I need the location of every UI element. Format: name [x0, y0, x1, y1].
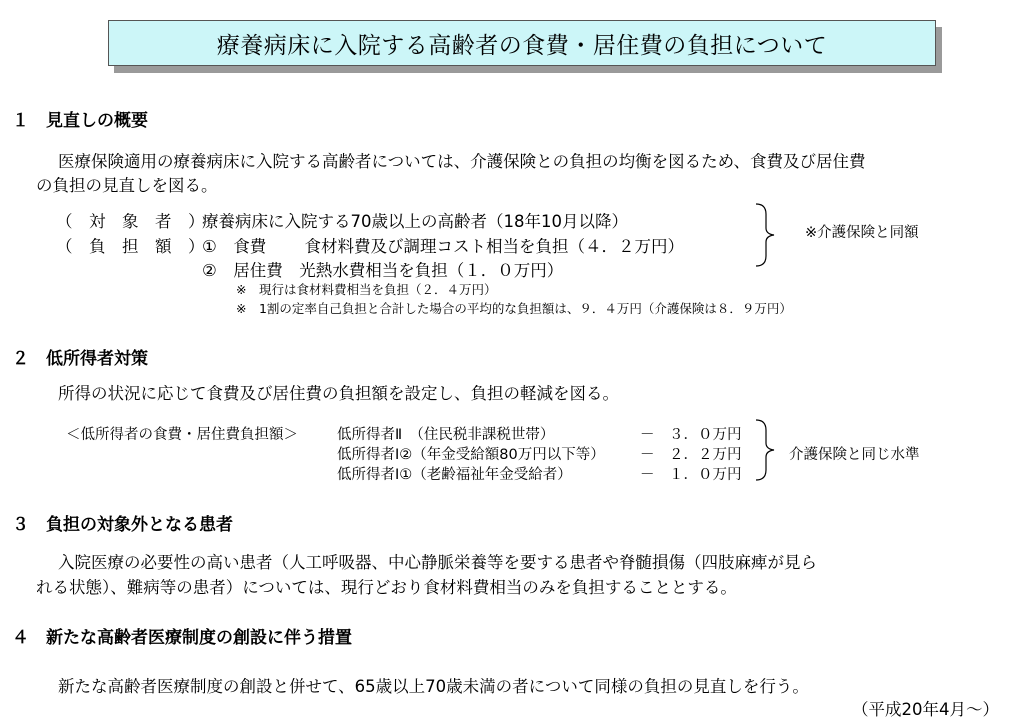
amount-item-food: ① 食費 食材料費及び調理コスト相当を負担（４．２万円） — [202, 237, 685, 256]
section-1-para-line1: 医療保険適用の療養病床に入院する高齢者については、介護保険との負担の均衡を図るため、食費及び居住費 — [58, 152, 866, 171]
page-title: 療養病床に入院する高齢者の食費・居住費の負担について — [108, 20, 936, 66]
note-average: ※ 1割の定率自己負担と合計した場合の平均的な負担額は、９．４万円（介護保険は８．９万円） — [236, 301, 792, 316]
section-4-para: 新たな高齢者医療制度の創設と併せて、65歳以上70歳未満の者について同様の負担の見直しを行う。 — [58, 677, 809, 696]
brace-note-same-level: 介護保険と同じ水準 — [789, 447, 920, 463]
section-3-heading: ３ 負担の対象外となる患者 — [12, 515, 233, 535]
section-1-heading: １ 見直しの概要 — [12, 111, 148, 131]
section-4-heading: ４ 新たな高齢者医療制度の創設に伴う措置 — [12, 628, 352, 648]
target-text: 療養病床に入院する70歳以上の高齢者（18年10月以降） — [202, 212, 628, 231]
section-3-para-line2: れる状態）、難病等の患者）については、現行どおり食材料費相当のみを負担することとする。 — [36, 578, 737, 597]
target-label: （ 対 象 者 ） — [56, 212, 205, 231]
low-income-row-amount: － ３．０万円 — [640, 427, 742, 443]
section-3-para-line1: 入院医療の必要性の高い患者（人工呼吸器、中心静脈栄養等を要する患者や脊髄損傷（四肢麻痺が見ら — [58, 553, 817, 572]
brace-note-same: ※介護保険と同額 — [805, 225, 919, 241]
amount-label: （ 負 担 額 ） — [56, 237, 205, 256]
section-2-heading: ２ 低所得者対策 — [12, 349, 148, 369]
right-brace-icon — [752, 416, 782, 484]
low-income-row-amount: － １．０万円 — [640, 467, 742, 483]
section-2-para: 所得の状況に応じて食費及び居住費の負担額を設定し、負担の軽減を図る。 — [58, 384, 619, 403]
section-1-para-line2: の負担の見直しを図る。 — [36, 176, 218, 195]
note-current: ※ 現行は食材料費相当を負担（２．４万円） — [236, 282, 497, 297]
low-income-row-name: 低所得者Ⅰ②（年金受給額80万円以下等） — [337, 447, 605, 463]
effective-date: （平成20年4月～） — [852, 700, 999, 719]
low-income-table-label: ＜低所得者の食費・居住費負担額＞ — [66, 427, 298, 443]
low-income-row-amount: － ２．２万円 — [640, 447, 742, 463]
low-income-row-name: 低所得者Ⅱ （住民税非課税世帯） — [337, 427, 555, 443]
right-brace-icon — [752, 200, 782, 270]
low-income-row-name: 低所得者Ⅰ①（老齢福祉年金受給者） — [337, 467, 572, 483]
amount-item-housing: ② 居住費 光熱水費相当を負担（１．０万円） — [202, 261, 564, 280]
